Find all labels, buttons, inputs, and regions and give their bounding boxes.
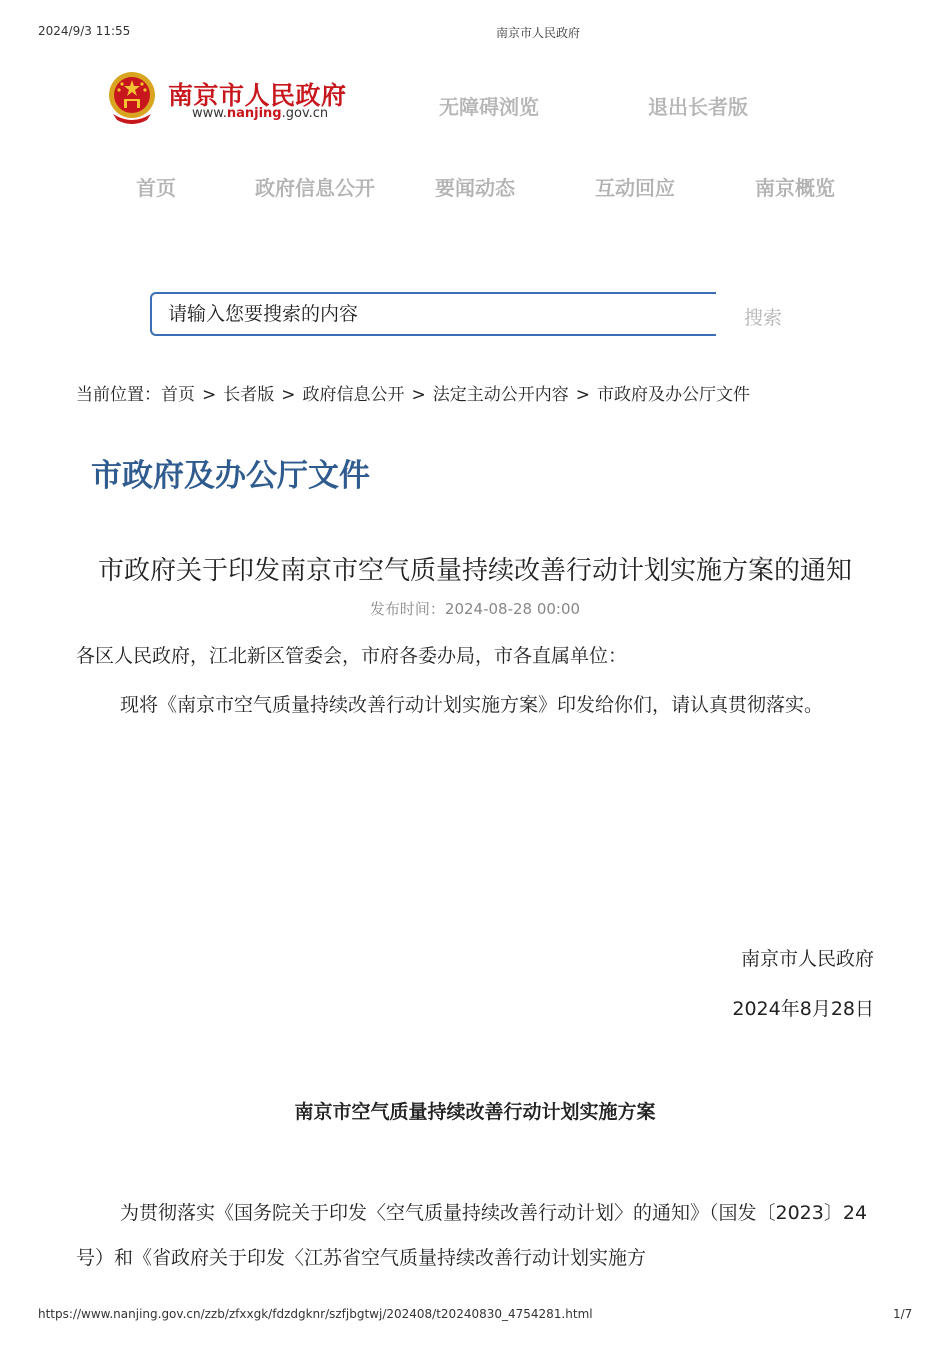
publish-time: 发布时间：2024-08-28 00:00 <box>369 600 581 618</box>
search-button[interactable]: 搜索 <box>744 303 782 330</box>
breadcrumb-item-elder[interactable]: 长者版 <box>223 385 275 405</box>
site-domain <box>192 106 328 121</box>
nav-item-home[interactable]: 首页 <box>136 176 176 200</box>
article-body: 现将《南京市空气质量持续改善行动计划实施方案》印发给你们，请认真贯彻落实。 <box>120 694 824 716</box>
breadcrumb-item-home[interactable]: 首页 <box>161 385 195 405</box>
print-page-number: 1/7 <box>893 1307 913 1321</box>
breadcrumb-item-gov-info[interactable]: 政府信息公开 <box>302 385 405 405</box>
breadcrumb-separator: > <box>411 385 426 405</box>
print-url: https://www.nanjing.gov.cn/zzb/zfxxgk/fdzdgknr/szfjbgtwj/202408/t20240830_4754281.html <box>38 1307 593 1321</box>
print-page-title: 南京市人民政府 <box>496 26 581 40</box>
exit-elder-version-link[interactable]: 退出长者版 <box>648 95 748 119</box>
nav-item-interaction[interactable]: 互动回应 <box>595 176 675 200</box>
domain-suffix: .gov.cn <box>281 106 329 121</box>
breadcrumb-separator: > <box>202 385 217 405</box>
addressee: 各区人民政府，江北新区管委会，市府各委办局，市各直属单位： <box>76 645 628 667</box>
domain-highlight: nanjing <box>226 106 282 121</box>
site-name[interactable]: 南京市人民政府 <box>168 81 347 110</box>
plan-intro: 为贯彻落实《国务院关于印发〈空气质量持续改善行动计划〉的通知》（国发〔2023〕24号）和《省政府关于印发〈江苏省空气质量持续改善行动计划实施方 <box>76 1202 868 1269</box>
print-datetime: 2024/9/3 11:55 <box>38 24 131 38</box>
breadcrumb-item-statutory[interactable]: 法定主动公开内容 <box>432 385 569 405</box>
article-title: 市政府关于印发南京市空气质量持续改善行动计划实施方案的通知 <box>97 556 852 586</box>
nav-item-gov-info[interactable]: 政府信息公开 <box>255 176 375 200</box>
search-input[interactable] <box>150 292 716 336</box>
domain-prefix: www. <box>192 106 227 121</box>
accessible-browse-link[interactable]: 无障碍浏览 <box>439 95 539 119</box>
breadcrumb <box>76 380 750 405</box>
breadcrumb-item-docs[interactable]: 市政府及办公厅文件 <box>597 385 750 405</box>
national-emblem-icon[interactable] <box>107 70 157 124</box>
nav-item-news[interactable]: 要闻动态 <box>435 176 515 200</box>
signature-org: 南京市人民政府 <box>740 948 874 970</box>
plan-title: 南京市空气质量持续改善行动计划实施方案 <box>294 1101 656 1123</box>
breadcrumb-label: 当前位置： <box>76 385 161 405</box>
signature-date: 2024年8月28日 <box>732 998 874 1020</box>
breadcrumb-separator: > <box>281 385 296 405</box>
nav-item-overview[interactable]: 南京概览 <box>755 176 835 200</box>
section-title: 市政府及办公厅文件 <box>91 458 370 494</box>
breadcrumb-separator: > <box>575 385 590 405</box>
